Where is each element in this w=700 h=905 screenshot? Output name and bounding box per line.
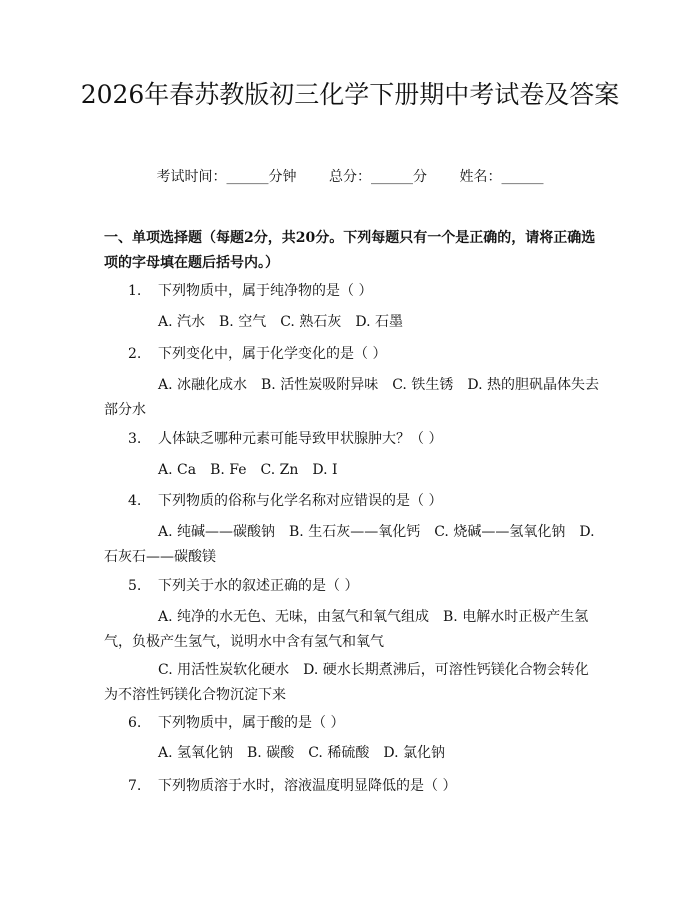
question-text: 下列物质中，属于酸的是（ ） bbox=[158, 715, 345, 731]
option-a: A. 冰融化成水 bbox=[158, 377, 248, 393]
option-d: D. 石灰石——碳酸镁 bbox=[104, 524, 595, 565]
option-b: B. 空气 bbox=[219, 314, 267, 330]
question-6-options bbox=[104, 741, 600, 766]
question-5 bbox=[128, 575, 598, 597]
question-text: 下列物质溶于水时，溶液温度明显降低的是（ ） bbox=[158, 778, 457, 794]
option-a: A. Ca bbox=[158, 462, 197, 478]
option-c: C. 铁生锈 bbox=[392, 377, 454, 393]
option-c: C. Zn bbox=[260, 462, 299, 478]
option-b: B. 电解水时正极产生氢气，负极产生氢气，说明水中含有氢气和氧气 bbox=[104, 609, 589, 650]
question-text: 下列关于水的叙述正确的是（ ） bbox=[158, 578, 359, 594]
option-d: D. 热的胆矾晶体失去部分水 bbox=[104, 377, 599, 418]
option-b: B. 碳酸 bbox=[247, 745, 295, 761]
exam-time-field: 考试时间：______分钟 bbox=[156, 169, 297, 185]
option-b: B. 生石灰——氧化钙 bbox=[289, 524, 421, 540]
question-3 bbox=[128, 428, 598, 450]
option-c: C. 稀硫酸 bbox=[308, 745, 370, 761]
question-text: 人体缺乏哪种元素可能导致甲状腺肿大？（ ） bbox=[158, 431, 443, 447]
question-2 bbox=[128, 343, 598, 365]
question-number: 2. bbox=[128, 346, 142, 362]
option-c: C. 熟石灰 bbox=[280, 314, 342, 330]
question-4 bbox=[128, 490, 598, 512]
name-field: 姓名：______ bbox=[459, 169, 544, 185]
question-4-options bbox=[104, 520, 600, 570]
question-number: 7. bbox=[128, 778, 142, 794]
question-text: 下列物质的俗称与化学名称对应错误的是（ ） bbox=[158, 493, 443, 509]
option-c: C. 烧碱——氢氧化钠 bbox=[434, 524, 566, 540]
option-d: D. 石墨 bbox=[355, 314, 403, 330]
option-b: B. 活性炭吸附异味 bbox=[261, 377, 379, 393]
option-c: C. 用活性炭软化硬水 bbox=[158, 662, 290, 678]
option-a: A. 汽水 bbox=[158, 314, 206, 330]
option-a: A. 氢氧化钠 bbox=[158, 745, 234, 761]
option-a: A. 纯净的水无色、无味，由氢气和氧气组成 bbox=[158, 609, 430, 625]
total-score-field: 总分：______分 bbox=[329, 169, 427, 185]
question-number: 6. bbox=[128, 715, 142, 731]
question-number: 5. bbox=[128, 578, 142, 594]
option-a: A. 纯碱——碳酸钠 bbox=[158, 524, 276, 540]
page-title: 2026年春苏教版初三化学下册期中考试卷及答案 bbox=[80, 80, 620, 109]
question-1-options bbox=[104, 310, 600, 335]
question-number: 1. bbox=[128, 283, 142, 299]
option-d: D. 硬水长期煮沸后，可溶性钙镁化合物会转化为不溶性钙镁化合物沉淀下来 bbox=[104, 662, 589, 703]
question-5-options-cd bbox=[104, 658, 600, 708]
question-3-options bbox=[104, 458, 600, 483]
question-text: 下列变化中，属于化学变化的是（ ） bbox=[158, 346, 387, 362]
question-6 bbox=[128, 712, 598, 734]
question-text: 下列物质中，属于纯净物的是（ ） bbox=[158, 283, 373, 299]
option-b: B. Fe bbox=[210, 462, 247, 478]
question-2-options bbox=[104, 373, 600, 423]
question-5-options-ab bbox=[104, 605, 600, 655]
section-heading-1: 一、单项选择题（每题2分，共20分。下列每题只有一个是正确的，请将正确选项的字母填在题后括号内。） bbox=[104, 230, 596, 271]
question-7 bbox=[128, 775, 598, 797]
option-d: D. 氯化钠 bbox=[383, 745, 445, 761]
option-d: D. I bbox=[312, 462, 338, 478]
question-1 bbox=[128, 280, 598, 302]
question-number: 4. bbox=[128, 493, 142, 509]
question-number: 3. bbox=[128, 431, 142, 447]
exam-info-line bbox=[0, 166, 700, 188]
